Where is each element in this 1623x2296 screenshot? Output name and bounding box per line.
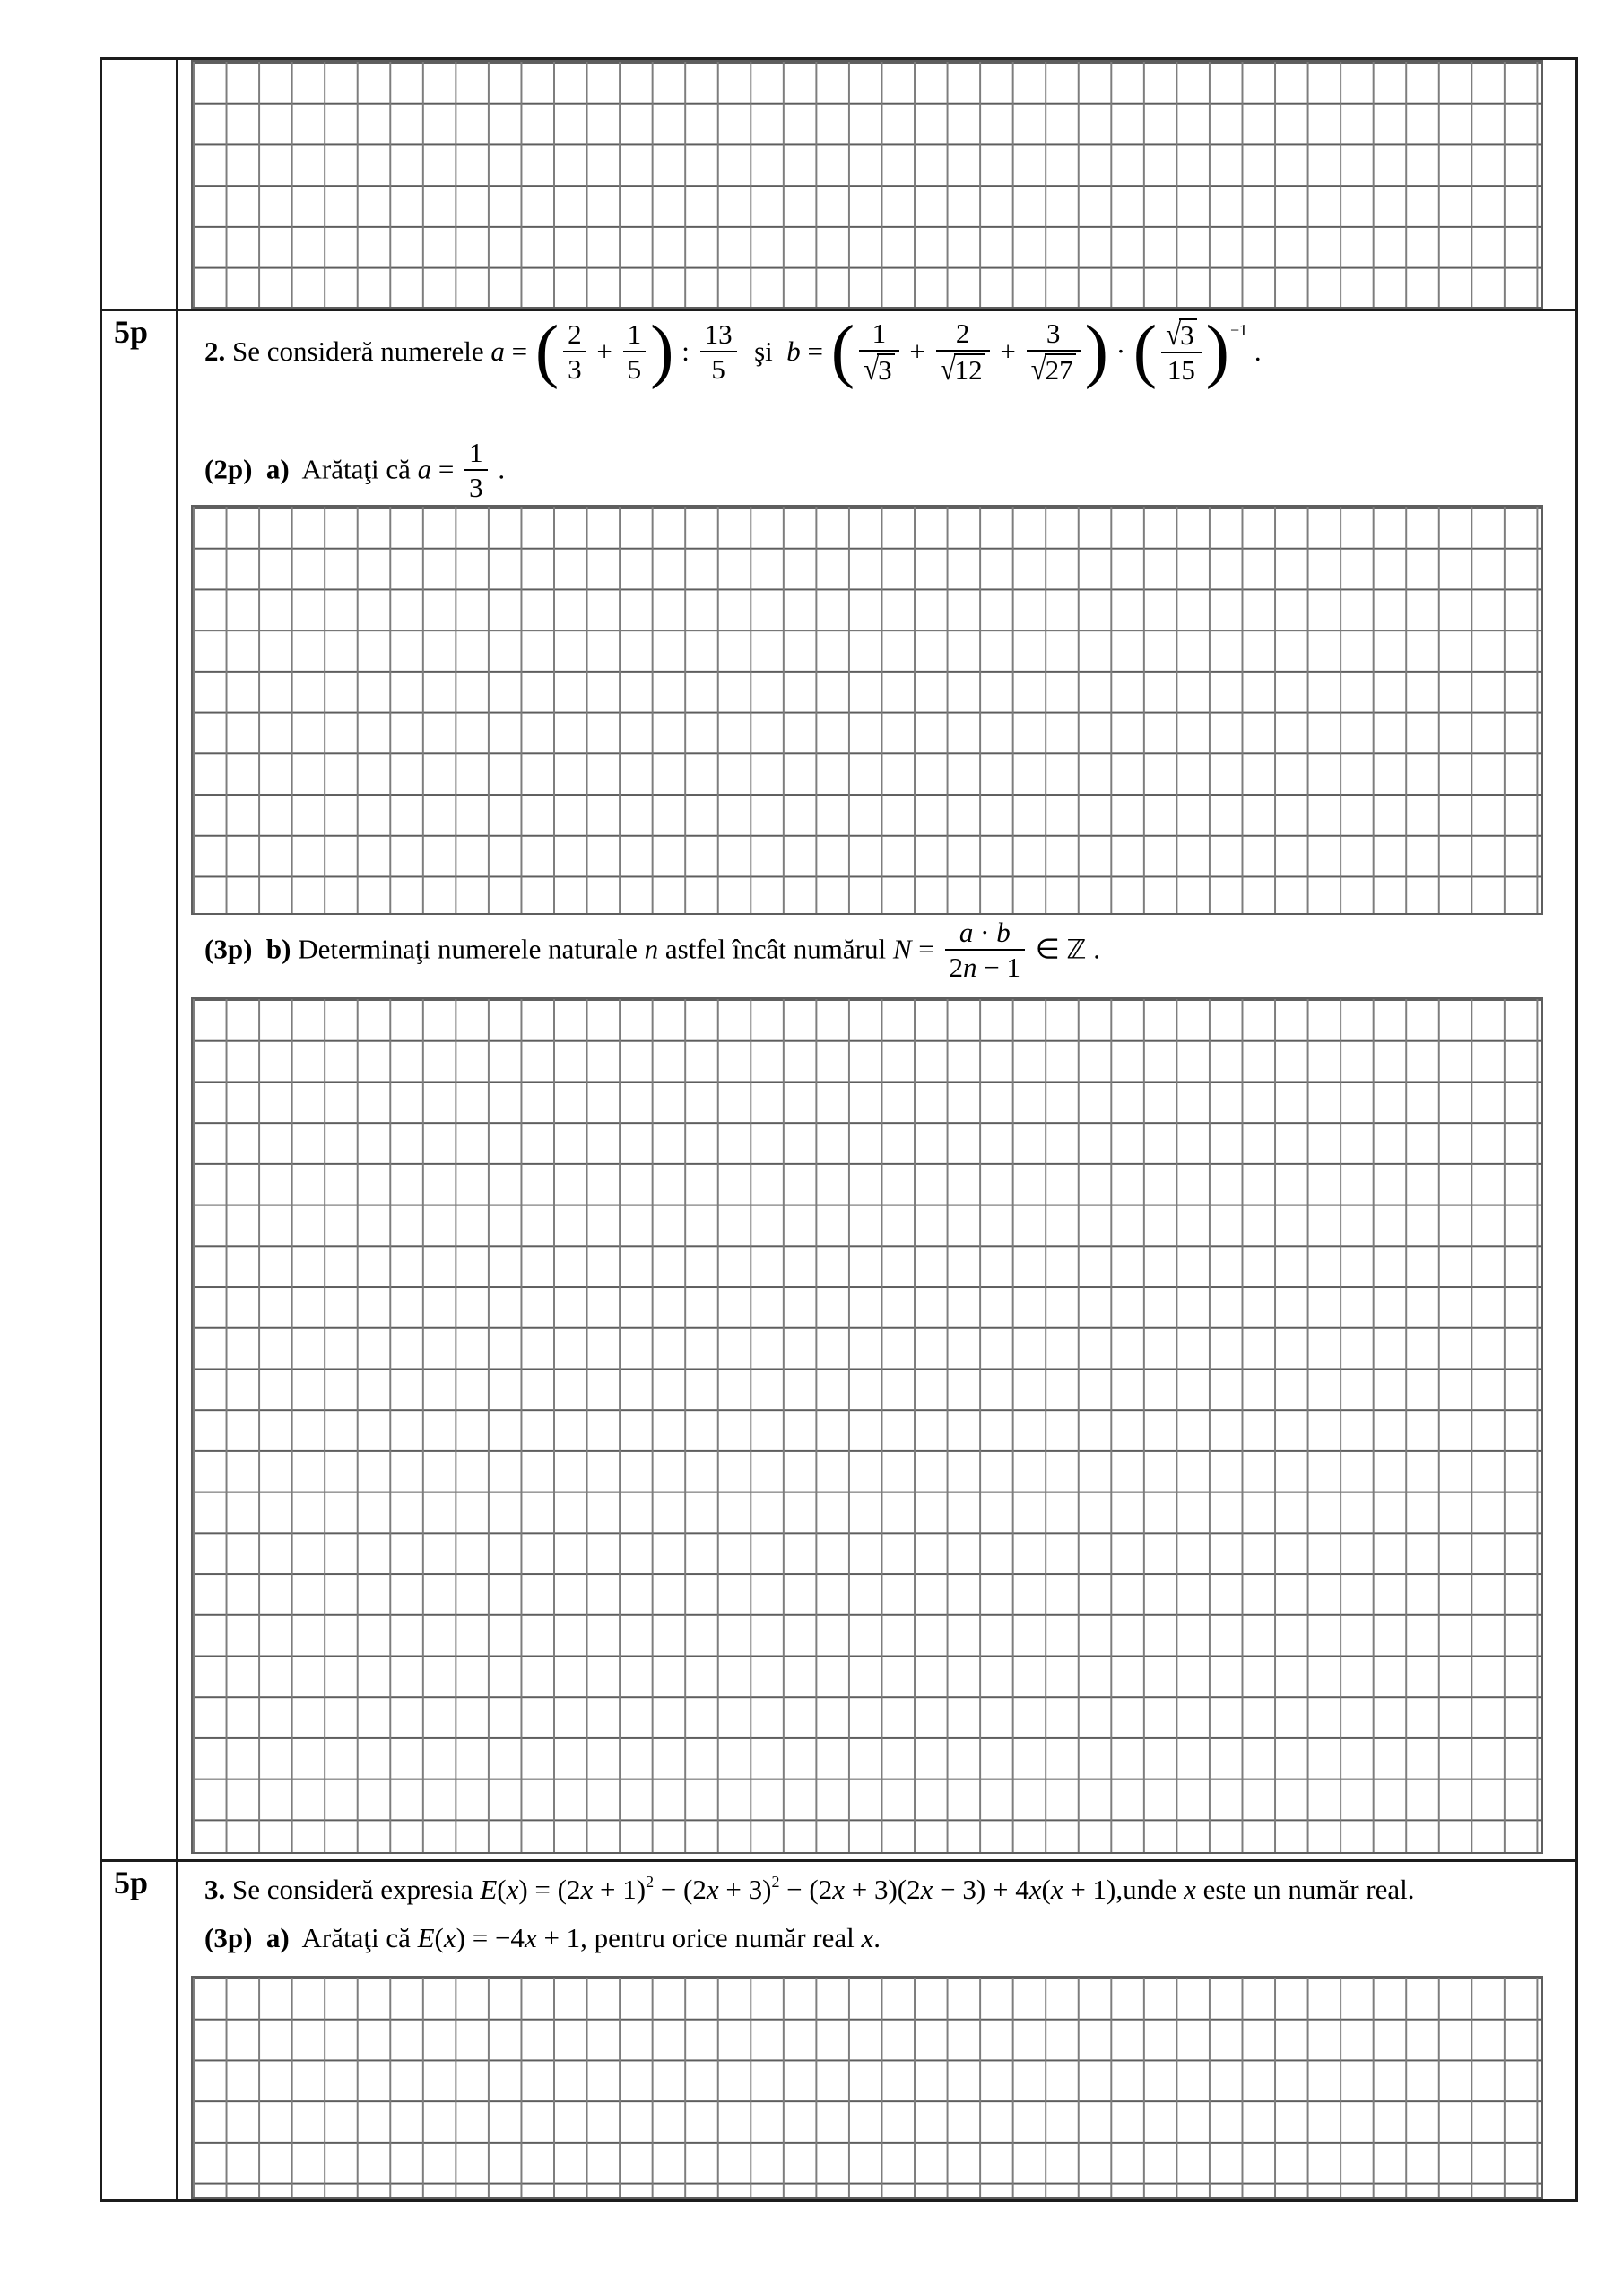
math-text: 1	[627, 317, 642, 350]
math-text: − (2	[654, 1873, 707, 1905]
math-text: +	[589, 335, 620, 367]
fraction-numerator	[700, 319, 737, 351]
math-fraction	[859, 318, 899, 386]
math-text: +	[993, 335, 1023, 367]
math-fraction	[945, 918, 1025, 983]
math-radical	[864, 353, 895, 386]
score-cell-problem-3	[102, 1862, 178, 2199]
math-text: 3	[1180, 318, 1194, 351]
math-text: + 3)(2	[845, 1873, 921, 1905]
math-text: şi	[740, 335, 787, 367]
math-text: ,unde	[1115, 1873, 1185, 1905]
radical-sign: √	[940, 351, 956, 387]
math-text: Determinaţi numerele naturale	[291, 933, 645, 965]
math-fraction	[464, 438, 488, 503]
math-text: 1	[469, 436, 483, 468]
math-text: .	[1086, 933, 1100, 965]
table-row-problem-2	[102, 309, 1575, 1859]
table-row-previous-answer	[102, 60, 1575, 309]
math-text: :	[674, 335, 697, 367]
math-variable: b	[996, 916, 1011, 948]
radicand	[877, 353, 895, 386]
math-variable: x	[920, 1873, 933, 1905]
math-text: 5	[711, 353, 725, 386]
math-fraction	[623, 319, 647, 385]
math-text: 3.	[204, 1873, 226, 1905]
table-row-problem-3	[102, 1859, 1575, 2199]
math-radical	[941, 353, 985, 386]
math-text: (	[1041, 1873, 1051, 1905]
math-text: Arătaţi că	[289, 1922, 418, 1953]
radical-sign: √	[1030, 351, 1046, 387]
problem-2-part-a	[204, 436, 506, 505]
math-text: .	[873, 1922, 881, 1953]
math-text: 27	[1045, 354, 1073, 387]
math-text: ·	[973, 916, 997, 948]
math-text: 3	[469, 472, 483, 503]
answer-grid-problem-3a	[191, 1976, 1543, 2199]
fraction-denominator	[945, 949, 1025, 982]
math-variable: x	[1184, 1873, 1196, 1905]
math-text: 2	[568, 317, 582, 350]
math-fraction	[700, 319, 737, 385]
math-text: − (2	[779, 1873, 833, 1905]
math-text: +	[902, 335, 933, 367]
score-cell-empty	[102, 60, 178, 309]
fraction-denominator	[464, 469, 488, 502]
content-cell-previous	[178, 60, 1575, 309]
math-variable: x	[706, 1873, 719, 1905]
math-variable: x	[1050, 1873, 1063, 1905]
math-variable: x	[506, 1873, 519, 1905]
content-cell-problem-3	[178, 1862, 1575, 2199]
math-variable: a	[417, 453, 432, 485]
math-text: + 1)	[1063, 1873, 1116, 1905]
radicand	[954, 353, 985, 386]
math-fraction	[936, 318, 990, 386]
fraction-numerator	[563, 319, 586, 351]
math-text: 2	[955, 317, 970, 349]
math-variable: x	[832, 1873, 845, 1905]
math-fraction	[1027, 318, 1081, 386]
integers-set-symbol: ℤ	[1066, 934, 1087, 965]
math-text: ∈	[1028, 933, 1067, 965]
math-text: (3p) a)	[204, 1922, 290, 1953]
math-text: =	[800, 335, 830, 367]
answer-grid-problem-2b	[191, 997, 1543, 1854]
math-text: (	[434, 1922, 444, 1953]
math-text: ) = −4	[456, 1922, 525, 1953]
problem-2-part-b	[204, 916, 1100, 985]
math-variable: x	[580, 1873, 594, 1905]
math-fraction	[563, 319, 586, 385]
math-variable: b	[786, 335, 801, 367]
fraction-denominator	[936, 350, 990, 386]
problem-3-statement	[204, 1872, 1415, 1908]
content-cell-problem-2	[178, 311, 1575, 1859]
math-text: Se consideră numerele	[225, 335, 491, 367]
math-variable: N	[892, 933, 912, 965]
math-variable: x	[861, 1922, 874, 1953]
math-variable: E	[480, 1873, 498, 1905]
math-text: − 1	[976, 952, 1021, 983]
fraction-numerator	[1161, 318, 1202, 352]
radicand	[1179, 318, 1197, 351]
math-radical	[1031, 353, 1076, 386]
math-text: ) = (2	[518, 1873, 581, 1905]
math-exponent: 2	[646, 1873, 655, 1891]
radicand	[1045, 353, 1076, 386]
math-text: este un număr real.	[1195, 1873, 1415, 1905]
fraction-numerator	[623, 319, 647, 351]
math-text: =	[431, 453, 462, 485]
math-text: 3	[878, 354, 892, 387]
fraction-denominator	[1161, 352, 1202, 385]
math-variable: x	[1028, 1873, 1042, 1905]
math-variable: n	[963, 952, 977, 983]
problem-3-part-a	[204, 1921, 881, 1956]
math-variable: a	[959, 916, 974, 948]
math-variable: x	[524, 1922, 537, 1953]
fraction-denominator	[859, 350, 899, 386]
fraction-denominator	[1027, 350, 1081, 386]
math-exponent: −1	[1229, 321, 1248, 339]
math-text: Arătaţi că	[289, 453, 418, 485]
math-text: .	[1247, 335, 1262, 367]
math-text: + 1, pentru orice număr real	[536, 1922, 862, 1953]
fraction-numerator	[859, 318, 899, 350]
math-text: + 3)	[718, 1873, 772, 1905]
math-text: 1	[872, 317, 887, 349]
fraction-numerator	[464, 438, 488, 469]
radical-sign: √	[864, 351, 880, 387]
math-text: .	[490, 453, 506, 485]
score-cell-problem-2	[102, 311, 178, 1859]
problem-2-statement: 2. Se consideră numerele a = ( $\frac{2}{3}$ + $\frac{1}{5}$ ) : $\frac{13}{5}$ şi b = ( $\frac{1}{√3}$ + $\frac{2}{√12}$ + $\frac{3}{√27}$ ) · ( $\frac{√3}{15}$ )$^{-1}$ .	[204, 312, 1262, 391]
math-text: (3p) b)	[204, 933, 291, 965]
math-text: 12	[954, 354, 983, 387]
math-text: 13	[704, 317, 733, 350]
math-text: 3	[1046, 317, 1061, 349]
math-variable: x	[443, 1922, 456, 1953]
math-text: (	[497, 1873, 507, 1905]
math-text: (2p) a)	[204, 453, 290, 485]
math-variable: n	[644, 933, 659, 965]
answer-grid-problem-2a	[191, 505, 1543, 915]
math-text: Se consideră expresia	[225, 1873, 481, 1905]
math-radical	[1166, 318, 1197, 351]
answer-grid-previous	[191, 60, 1543, 309]
fraction-numerator	[936, 318, 990, 350]
math-text: 3	[568, 353, 582, 386]
radical-sign: √	[1166, 316, 1182, 352]
math-text: 5	[627, 353, 642, 386]
score-label: 5p	[114, 1865, 149, 1900]
math-variable: a	[490, 335, 505, 367]
fraction-denominator	[623, 351, 647, 384]
math-variable: E	[417, 1922, 435, 1953]
fraction-numerator	[1027, 318, 1081, 350]
math-text: 2.	[204, 335, 226, 367]
math-text: + 1)	[593, 1873, 647, 1905]
math-text: ·	[1108, 335, 1133, 367]
math-fraction	[1161, 318, 1202, 386]
math-exponent: 2	[771, 1873, 780, 1891]
score-label: 5p	[114, 314, 149, 350]
math-text: − 3) + 4	[933, 1873, 1029, 1905]
fraction-denominator	[563, 351, 586, 384]
fraction-denominator	[700, 351, 737, 384]
fraction-numerator	[945, 918, 1025, 949]
math-text: =	[911, 933, 942, 965]
math-text: =	[504, 335, 534, 367]
math-text: 15	[1167, 354, 1195, 387]
exam-answer-table	[100, 57, 1578, 2202]
math-text: astfel încât numărul	[658, 933, 893, 965]
math-text: 2	[949, 952, 964, 983]
